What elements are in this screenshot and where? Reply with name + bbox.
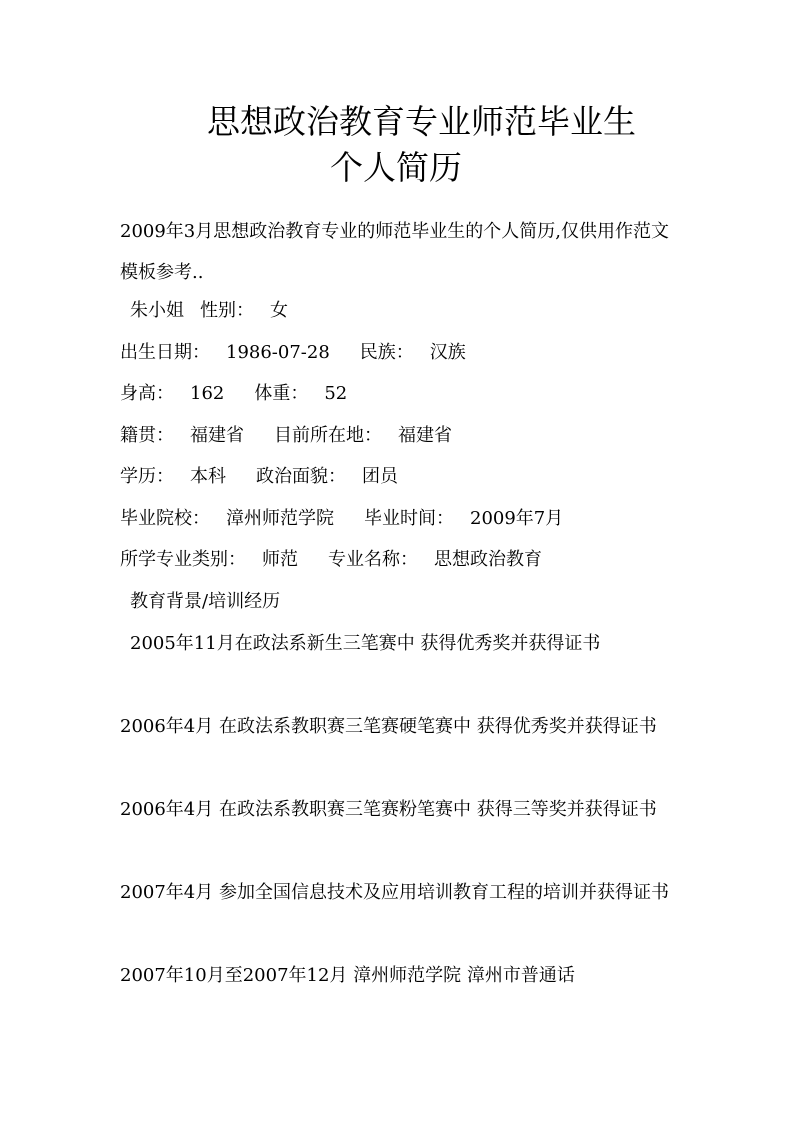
politics-value: 团员 <box>362 466 398 487</box>
major-type-value: 师范 <box>262 549 298 570</box>
major-name-value: 思想政治教育 <box>434 549 542 570</box>
education-politics-row <box>120 465 398 489</box>
location-label: 目前所在地： <box>274 425 382 446</box>
height-label: 身高： <box>120 383 174 404</box>
major-type-label: 所学专业类别： <box>120 549 246 570</box>
ethnicity-label: 民族： <box>359 342 414 363</box>
birth-ethnicity-row <box>120 341 466 365</box>
weight-label: 体重： <box>254 383 309 404</box>
intro-paragraph: 2009年3月思想政治教育专业的师范毕业生的个人简历,仅供用作范文模板参考.. <box>120 221 669 283</box>
school-gradtime-row <box>120 507 563 531</box>
birth-label: 出生日期： <box>120 342 210 363</box>
gender-value: 女 <box>270 300 288 321</box>
entry-item: 2005年11月在政法系新生三笔赛中 获得优秀奖并获得证书 <box>130 633 601 654</box>
grad-time-label: 毕业时间： <box>364 508 454 529</box>
grad-time-value: 2009年7月 <box>470 508 564 529</box>
origin-label: 籍贯： <box>120 425 174 446</box>
major-row <box>120 548 542 572</box>
entry-item: 2006年4月 在政法系教职赛三笔赛粉笔赛中 获得三等奖并获得证书 <box>120 799 657 820</box>
major-name-label: 专业名称： <box>328 549 418 570</box>
education-value: 本科 <box>190 466 226 487</box>
origin-value: 福建省 <box>190 425 244 446</box>
name-gender-row <box>120 299 288 323</box>
ethnicity-value: 汉族 <box>429 342 466 363</box>
name-value: 朱小姐 <box>130 300 184 321</box>
gender-label: 性别： <box>200 300 254 321</box>
birth-value: 1986-07-28 <box>226 342 330 363</box>
height-weight-row <box>120 382 347 406</box>
entry-item: 2006年4月 在政法系教职赛三笔赛硬笔赛中 获得优秀奖并获得证书 <box>120 716 657 737</box>
height-value: 162 <box>190 383 225 404</box>
entry-item: 2007年4月 参加全国信息技术及应用培训教育工程的培训并获得证书 <box>120 882 669 903</box>
weight-value: 52 <box>324 383 348 404</box>
school-value: 漳州师范学院 <box>226 508 334 529</box>
entry-item: 2007年10月至2007年12月 漳州师范学院 漳州市普通话 <box>120 965 575 986</box>
origin-location-row <box>120 424 452 448</box>
document-title-line1: 思想政治教育专业师范毕业生 <box>207 102 636 141</box>
education-label: 学历： <box>120 466 174 487</box>
school-label: 毕业院校： <box>120 508 210 529</box>
document-title-line2: 个人简历 <box>330 148 462 187</box>
location-value: 福建省 <box>398 425 452 446</box>
politics-label: 政治面貌： <box>256 466 346 487</box>
section-heading: 教育背景/培训经历 <box>130 591 281 612</box>
